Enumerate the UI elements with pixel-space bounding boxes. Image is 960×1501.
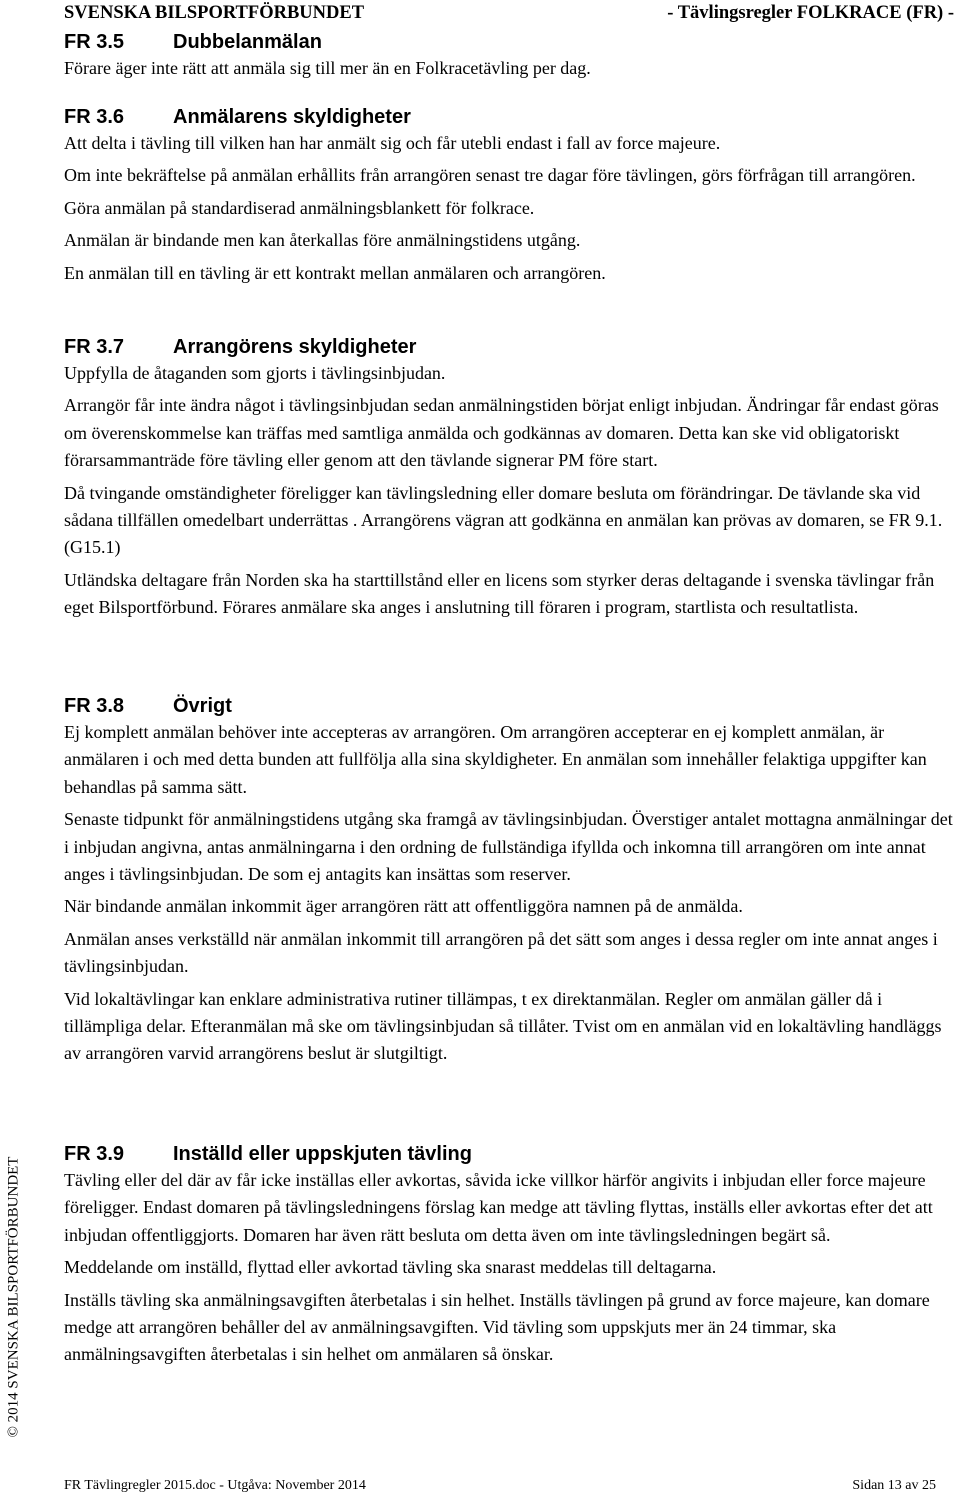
header-organization: SVENSKA BILSPORTFÖRBUNDET [64, 3, 365, 23]
copyright-sidebar [4, 1156, 24, 1438]
section-title: Inställd eller uppskjuten tävling [173, 1143, 472, 1165]
paragraph: Förare äger inte rätt att anmäla sig till mer än en Folkracetävling per dag. [64, 58, 591, 78]
paragraph: Uppfylla de åtaganden som gjorts i tävlingsinbjudan. [64, 363, 446, 383]
section-title: Dubbelanmälan [173, 31, 322, 53]
paragraph: När bindande anmälan inkommit äger arrangören rätt att offentliggöra namnen på de anmälda. [64, 896, 743, 917]
paragraph: Tävling eller del där av får icke inställas eller avkortas, såvida icke villkor härför angivits i inbjudan eller force majeure föreligger. Endast domaren på tävlingsledningens förslag kan medge att tävling flyttas, inställs eller avkortas efter det att inbjudan offentliggjorts. Domaren har även rätt besluta om detta även om inte tävlingsledningen begärt så. [64, 1170, 933, 1245]
footer-page-number: Sidan 13 av 25 [852, 1478, 936, 1493]
section-heading [64, 29, 956, 55]
section-fr-3-7 [64, 334, 956, 622]
section-heading [64, 104, 956, 130]
section-heading [64, 693, 956, 719]
paragraph: Arrangör får inte ändra något i tävlingsinbjudan sedan anmälningstiden börjat enligt inbjudan. Ändringar får endast göras om överenskommelse kan träffas med samtliga anmälda och godkännas av domaren. Detta kan ske vid obligatoriskt förarsammanträde före tävling eller genom att den tävlande signerar PM före start. [64, 395, 939, 471]
paragraph: Inställs tävling ska anmälningsavgiften återbetalas i sin helhet. Inställs tävlingen på grund av force majeure, kan domare medge att arrangören behåller del av anmälningsavgiften. Vid tävling som uppskjuts mer än 24 timmar, ska anmälningsavgiften återbetalas i sin helhet om anmälaren så önskar. [64, 1289, 930, 1365]
section-number: FR 3.9 [64, 1143, 125, 1165]
paragraph: Att delta i tävling till vilken han har anmält sig och får utebli endast i fall av force majeure. [64, 133, 721, 153]
paragraph: Senaste tidpunkt för anmälningstidens utgång ska framgå av tävlingsinbjudan. Överstiger antalet mottagna anmälningar det i inbjudan angivna, antas anmälningarna i den ordning de fullständiga ifyllda och inkomna till arrangören om inte annat anges i tävlingsinbjudan. De som ej antagits kan insättas som reserver. [64, 809, 953, 885]
paragraph: Ej komplett anmälan behöver inte accepteras av arrangören. Om arrangören accepterar en ej komplett anmälan, är anmälaren i och med detta bunden att fullfölja alla sina skyldigheter. En anmälan som innehåller felaktiga uppgifter kan behandlas på samma sätt. [64, 722, 927, 797]
page-header [64, 3, 954, 29]
paragraph: Anmälan anses verkställd när anmälan inkommit till arrangören på det sätt som anges i dessa regler om inte annat anges i tävlingsinbjudan. [64, 928, 938, 977]
footer-document-info: FR Tävlingregler 2015.doc - Utgåva: November 2014 [64, 1478, 366, 1493]
section-number: FR 3.5 [64, 31, 125, 53]
paragraph: Anmälan är bindande men kan återkallas före anmälningstidens utgång. [64, 230, 581, 251]
paragraph: Utländska deltagare från Norden ska ha starttillstånd eller en licens som styrker deras deltagande i svenska tävlingar från eget Bilsportförbund. Förares anmälare ska anges i anslutning till föraren i program, startlista och resultatlista. [64, 569, 935, 618]
copyright-text: © 2014 SVENSKA BILSPORTFÖRBUNDET [5, 1156, 22, 1438]
section-number: FR 3.6 [64, 106, 125, 128]
section-title: Arrangörens skyldigheter [173, 336, 417, 358]
section-heading [64, 334, 956, 360]
section-fr-3-8 [64, 693, 956, 1068]
section-fr-3-6 [64, 104, 956, 287]
section-title: Anmälarens skyldigheter [173, 106, 411, 128]
section-number: FR 3.7 [64, 336, 125, 358]
section-fr-3-5 [64, 29, 956, 82]
paragraph: Meddelande om inställd, flyttad eller avkortad tävling ska snarast meddelas till deltagarna. [64, 1257, 717, 1278]
paragraph: Göra anmälan på standardiserad anmälningsblankett för folkrace. [64, 197, 535, 218]
paragraph: Om inte bekräftelse på anmälan erhållits från arrangören senast tre dagar före tävlingen, görs förfrågan till arrangören. [64, 165, 916, 186]
section-title: Övrigt [173, 695, 232, 717]
paragraph: Då tvingande omständigheter föreligger kan tävlingsledning eller domare besluta om förändringar. De tävlande ska vid sådana tillfällen omedelbart underrättas . Arrangörens vägran att godkänna en anmälan kan prövas av domaren, se FR 9.1. (G15.1) [64, 482, 943, 558]
section-number: FR 3.8 [64, 695, 125, 717]
paragraph: Vid lokaltävlingar kan enklare administrativa rutiner tillämpas, t ex direktanmälan. Regler om anmälan gäller då i tillämpliga delar. Efteranmälan må ske om tävlingsinbjudan så tillåter. Tvist om en anmälan vid en lokaltävling handläggs av arrangören varvid arrangörens beslut är slutgiltigt. [64, 988, 942, 1064]
section-fr-3-9 [64, 1141, 956, 1369]
section-heading [64, 1141, 956, 1167]
paragraph: En anmälan till en tävling är ett kontrakt mellan anmälaren och arrangören. [64, 262, 606, 283]
header-document-title: - Tävlingsregler FOLKRACE (FR) - [667, 3, 954, 23]
